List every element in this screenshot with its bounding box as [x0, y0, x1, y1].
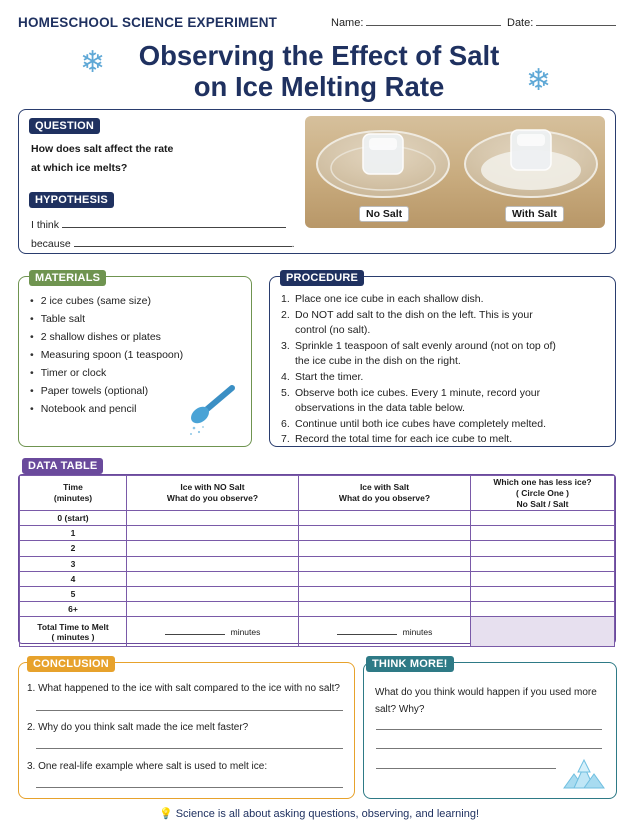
hypothesis-line-2[interactable] — [31, 237, 295, 250]
date-label: Date: — [507, 17, 534, 29]
label-no-salt: No Salt — [359, 206, 409, 222]
experiment-photo — [305, 116, 605, 228]
snowflake-icon: ❄ — [80, 46, 106, 79]
header-bar — [18, 14, 618, 32]
date-blank[interactable] — [536, 17, 616, 26]
total-shaded-cell — [471, 617, 615, 647]
data-table-tag: DATA TABLE — [22, 458, 103, 474]
procedure-step: observations in the data table below. — [295, 402, 465, 415]
title-line-1: Observing the Effect of Salt — [138, 40, 500, 71]
question-line-1: How does salt affect the rate — [31, 143, 174, 155]
title-line-2: on Ice Melting Rate — [193, 71, 445, 102]
table-row: 2 — [20, 541, 615, 556]
name-label: Name: — [331, 17, 364, 29]
procedure-step: 2. Do NOT add salt to the dish on the left. This is your — [281, 308, 533, 321]
total-no-salt[interactable]: minutes — [127, 617, 299, 647]
total-with-salt[interactable]: minutes — [299, 617, 471, 647]
hypothesis-blank-2[interactable] — [74, 237, 292, 247]
table-row: 3 — [20, 556, 615, 571]
table-row: 0 (start) — [20, 511, 615, 526]
table-row: 6+ — [20, 602, 615, 617]
hypothesis-tag: HYPOTHESIS — [29, 192, 114, 208]
name-blank[interactable] — [366, 17, 501, 26]
procedure-list — [281, 292, 556, 448]
procedure-step: 1. Place one ice cube in each shallow dish. — [281, 293, 484, 305]
ice-cubes-icon — [560, 752, 608, 792]
page-title — [0, 40, 638, 102]
procedure-step: 7. Record the total time for each ice cube to melt. — [281, 433, 513, 446]
answer-line[interactable] — [376, 748, 602, 749]
conclusion-q2: 2. Why do you think salt made the ice melt faster? — [27, 722, 249, 733]
conclusion-q1: 1. What happened to the ice with salt compared to the ice with no salt? — [27, 683, 340, 694]
list-item: • Measuring spoon (1 teaspoon) — [30, 346, 183, 364]
hypothesis-prefix-1: I think — [31, 219, 60, 231]
conclusion-tag: CONCLUSION — [27, 656, 115, 672]
list-item: • 2 shallow dishes or plates — [30, 328, 183, 346]
question-tag: QUESTION — [29, 118, 100, 134]
snowflake-icon: ❄ — [526, 64, 552, 97]
procedure-step: control (no salt). — [295, 324, 371, 337]
answer-line[interactable] — [36, 748, 343, 749]
answer-line[interactable] — [36, 787, 343, 788]
answer-line[interactable] — [376, 768, 556, 769]
total-row — [20, 617, 615, 647]
list-item: • 2 ice cubes (same size) — [30, 292, 183, 310]
header-with-salt: Ice with Salt What do you observe? — [299, 476, 471, 511]
think-more-question: What do you think would happen if you used more salt? Why? — [375, 687, 597, 715]
procedure-step: 5. Observe both ice cubes. Every 1 minute, record your — [281, 386, 541, 399]
label-with-salt: With Salt — [505, 206, 564, 222]
procedure-step: 3. Sprinkle 1 teaspoon of salt evenly around (not on top of) — [281, 339, 556, 352]
procedure-step: 4. Start the timer. — [281, 370, 364, 383]
header-time: Time (minutes) — [20, 476, 127, 511]
conclusion-q3: 3. One real-life example where salt is used to melt ice: — [27, 761, 268, 772]
materials-list — [30, 292, 183, 418]
list-item: • Table salt — [30, 310, 183, 328]
date-field[interactable] — [507, 17, 616, 29]
procedure-step: 6. Continue until both ice cubes have completely melted. — [281, 417, 546, 430]
question-text — [31, 140, 173, 178]
hypothesis-prefix-2: because — [31, 238, 71, 250]
header-no-salt: Ice with NO Salt What do you observe? — [127, 476, 299, 511]
think-more-tag: THINK MORE! — [366, 656, 454, 672]
total-label: Total Time to Melt ( minutes ) — [20, 617, 127, 647]
hypothesis-line-1[interactable] — [31, 218, 286, 231]
table-header-row — [20, 476, 615, 511]
data-table — [18, 474, 616, 644]
measuring-spoon-icon — [186, 382, 238, 438]
brand-title: HOMESCHOOL SCIENCE EXPERIMENT — [18, 15, 278, 30]
procedure-tag: PROCEDURE — [280, 270, 364, 286]
footer-text: Science is all about asking questions, observing, and learning! — [175, 808, 480, 820]
table-row: 1 — [20, 526, 615, 541]
list-item: • Notebook and pencil — [30, 400, 183, 418]
list-item: • Timer or clock — [30, 364, 183, 382]
name-field[interactable] — [331, 17, 501, 29]
answer-line[interactable] — [376, 729, 602, 730]
list-item: • Paper towels (optional) — [30, 382, 183, 400]
table-row: 4 — [20, 571, 615, 586]
hypothesis-blank-1[interactable] — [62, 218, 286, 228]
table-row: 5 — [20, 586, 615, 601]
hypothesis-period: . — [291, 238, 295, 250]
question-line-2: at which ice melts? — [31, 162, 128, 174]
answer-line[interactable] — [36, 710, 343, 711]
procedure-step: the ice cube in the dish on the right. — [295, 355, 461, 368]
header-which-less: Which one has less ice? ( Circle One ) No Salt / Salt — [471, 476, 615, 511]
lightbulb-icon: 💡 — [158, 808, 173, 820]
footer — [0, 807, 638, 820]
materials-tag: MATERIALS — [29, 270, 106, 286]
